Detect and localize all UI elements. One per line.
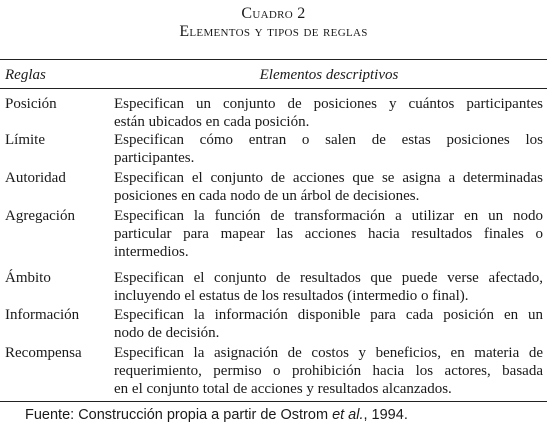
description-line: Especifican la asignación de costos y beneficios, en materia de [114,345,543,361]
column-header-rules: Reglas [5,67,46,83]
description-line: incluyendo el estatus de los resultados (intermedio o final). [114,288,469,304]
rule-description [114,95,543,131]
rule-description [114,207,543,261]
description-line: Especifican un conjunto de posiciones y cuántos participantes [114,96,543,112]
rule-description [114,344,543,398]
footnote-suffix: , 1994. [363,407,408,423]
rule-description [114,306,543,342]
description-line: Especifican el conjunto de resultados que puede verse afectado, [114,270,543,286]
description-line: participantes. [114,150,195,166]
rule-term: Ámbito [5,270,51,286]
rule-description [114,169,543,205]
description-line: requerimiento, permiso o prohibición hacia los actores, basada [114,363,543,379]
rule-term: Información [5,307,80,323]
header-rule [0,88,547,89]
description-line: particular para mapear las acciones hacia resultados finales o [114,226,543,242]
description-line: Especifican la función de transformación a utilizar en un nodo [114,208,543,224]
footnote-emphasis: et al. [332,407,364,423]
rule-description [114,131,543,167]
description-line: en el conjunto total de acciones y resultados alcanzados. [114,381,452,397]
rule-term: Recompensa [5,345,82,361]
description-line: Especifican la información disponible para cada posición en un [114,307,543,323]
description-line: nodo de decisión. [114,325,220,341]
rule-term: Límite [5,132,45,148]
column-header-descriptions: Elementos descriptivos [259,67,399,83]
description-line: Especifican cómo entran o salen de estas posiciones los [114,132,543,148]
bottom-rule [0,401,547,402]
source-footnote [25,406,408,424]
description-line: posiciones en cada nodo de un árbol de decisiones. [114,188,420,204]
footnote-prefix: Fuente: Construcción propia a partir de Ostrom [25,407,333,423]
rule-term: Autoridad [5,170,66,186]
rule-term: Posición [5,96,57,112]
table-number: Cuadro 2 [241,5,306,22]
rule-term: Agregación [5,208,75,224]
table-title: Elementos y tipos de reglas [179,23,368,40]
description-line: Especifican el conjunto de acciones que se asigna a determinadas [114,170,543,186]
description-line: intermedios. [114,244,189,260]
rule-description [114,269,543,305]
description-line: están ubicados en cada posición. [114,114,310,130]
top-rule [0,59,547,60]
